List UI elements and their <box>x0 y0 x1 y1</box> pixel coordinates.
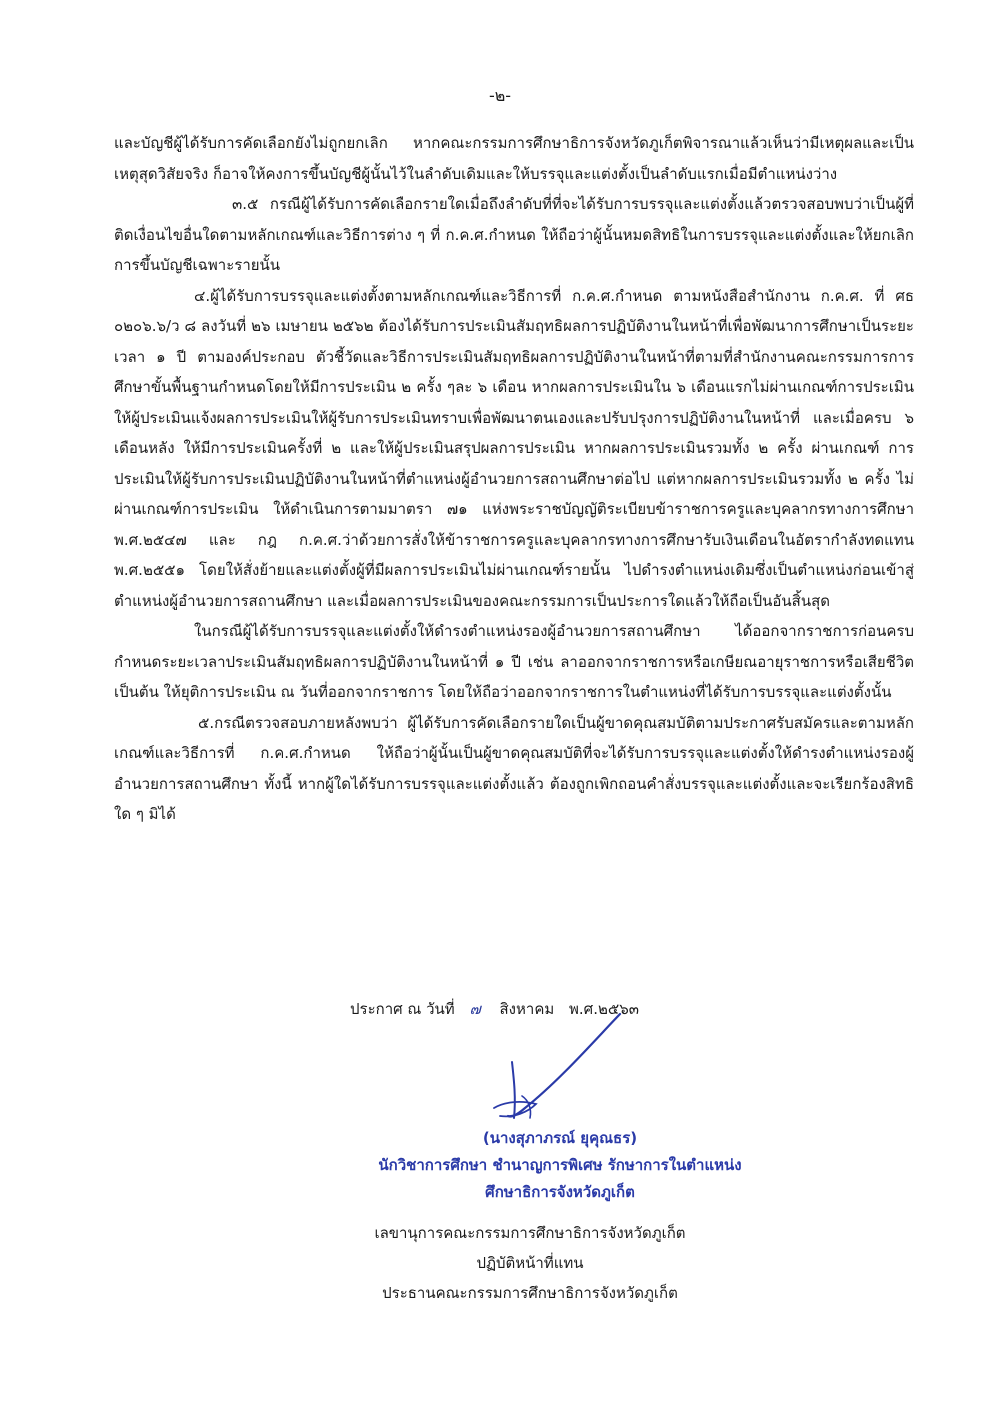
signer-name: (นางสุภาภรณ์ ยุคุณธร) <box>482 1129 638 1147</box>
body-text <box>114 128 914 830</box>
announcement-day: ๗ <box>469 1000 481 1018</box>
signer-role-chair: ประธานคณะกรรมการศึกษาธิการจังหวัดภูเก็ต <box>382 1284 678 1302</box>
announcement-month: สิงหาคม <box>499 1000 555 1018</box>
page-number: -๒- <box>488 86 512 105</box>
signer-role-secretary: เลขานุการคณะกรรมการศึกษาธิการจังหวัดภูเก็ต <box>374 1224 686 1242</box>
signer-position: นักวิชาการศึกษา ชำนาญการพิเศษ รักษาการในตำแหน่ง <box>378 1156 742 1174</box>
announcement-prefix: ประกาศ ณ วันที่ <box>350 1000 455 1018</box>
paragraph-4-note: ในกรณีผู้ได้รับการบรรจุและแต่งตั้งให้ดำรงตำแหน่งรองผู้อำนวยการสถานศึกษา ได้ออกจากราชการก่อนครบกำหนดระยะเวลาประเมินสัมฤทธิผลการปฏิบัติงานในหน้าที่ ๑ ปี เช่น ลาออกจากราชการหรือเกษียณอายุราชการหรือเสียชีวิต เป็นต้น ให้ยุติการประเมิน ณ วันที่ออกจากราชการ โดยให้ถือว่าออกจากราชการในตำแหน่งที่ได้รับการบรรจุและแต่งตั้งนั้น <box>114 622 914 701</box>
paragraph-4: ๔.ผู้ได้รับการบรรจุและแต่งตั้งตามหลักเกณฑ์และวิธีการที่ ก.ค.ศ.กำหนด ตามหนังสือสำนักงาน ก.ค.ศ. ที่ ศธ ๐๒๐๖.๖/ว ๘ ลงวันที่ ๒๖ เมษายน ๒๕๖๒ ต้องได้รับการประเมินสัมฤทธิผลการปฏิบัติงานในหน้าที่เพื่อพัฒนาการศึกษาเป็นระยะเวลา ๑ ปี ตามองค์ประกอบ ตัวชี้วัดและวิธีการประเมินสัมฤทธิผลการปฏิบัติงานในหน้าที่ตามที่สำนักงานคณะกรรมการการศึกษาขั้นพื้นฐานกำหนดโดยให้มีการประเมิน ๒ ครั้ง ๆละ ๖ เดือน หากผลการประเมินใน ๖ เดือนแรกไม่ผ่านเกณฑ์การประเมิน ให้ผู้ประเมินแจ้งผลการประเมินให้ผู้รับการประเมินทราบเพื่อพัฒนาตนเองและปรับปรุงการปฏิบัติงานในหน้าที่ และเมื่อครบ ๖ เดือนหลัง ให้มีการประเมินครั้งที่ ๒ และให้ผู้ประเมินสรุปผลการประเมิน หากผลการประเมินรวมทั้ง ๒ ครั้ง ผ่านเกณฑ์ การประเมินให้ผู้รับการประเมินปฏิบัติงานในหน้าที่ตำแหน่งผู้อำนวยการสถานศึกษาต่อไป แต่หากผลการประเมินรวมทั้ง ๒ ครั้ง ไม่ผ่านเกณฑ์การประเมิน ให้ดำเนินการตามมาตรา ๗๑ แห่งพระราชบัญญัติระเบียบข้าราชการครูและบุคลากรทางการศึกษา พ.ศ.๒๕๔๗ และ กฎ ก.ค.ศ.ว่าด้วยการสั่งให้ข้าราชการครูและบุคลากรทางการศึกษารับเงินเดือนในอัตรากำลังทดแทน พ.ศ.๒๕๕๑ โดยให้สั่งย้ายและแต่งตั้งผู้ที่มีผลการประเมินไม่ผ่านเกณฑ์รายนั้น ไปดำรงตำแหน่งเดิมซึ่งเป็นตำแหน่งก่อนเข้าสู่ตำแหน่งผู้อำนวยการสถานศึกษา และเมื่อผลการประเมินของคณะกรรมการเป็นประการใดแล้วให้ถือเป็นอันสิ้นสุด <box>114 286 914 610</box>
paragraph-3-5: ๓.๕ กรณีผู้ได้รับการคัดเลือกรายใดเมื่อถึงลำดับที่ที่จะได้รับการบรรจุและแต่งตั้งแล้วตรวจสอบพบว่าเป็นผู้ที่ติดเงื่อนไขอื่นใดตามหลักเกณฑ์และวิธีการต่าง ๆ ที่ ก.ค.ศ.กำหนด ให้ถือว่าผู้นั้นหมดสิทธิในการบรรจุและแต่งตั้งและให้ยกเลิกการขึ้นบัญชีเฉพาะรายนั้น <box>114 195 914 274</box>
signature-icon <box>470 1000 650 1130</box>
paragraph-5: ๕.กรณีตรวจสอบภายหลังพบว่า ผู้ได้รับการคัดเลือกรายใดเป็นผู้ขาดคุณสมบัติตามประกาศรับสมัครและตามหลักเกณฑ์และวิธีการที่ ก.ค.ศ.กำหนด ให้ถือว่าผู้นั้นเป็นผู้ขาดคุณสมบัติที่จะได้รับการบรรจุและแต่งตั้งให้ดำรงตำแหน่งรองผู้อำนวยการสถานศึกษา ทั้งนี้ หากผู้ใดได้รับการบรรจุและแต่งตั้งแล้ว ต้องถูกเพิกถอนคำสั่งบรรจุและแต่งตั้งและจะเรียกร้องสิทธิใด ๆ มิได้ <box>114 713 914 823</box>
paragraph-continuation: และบัญชีผู้ได้รับการคัดเลือกยังไม่ถูกยกเลิก หากคณะกรรมการศึกษาธิการจังหวัดภูเก็ตพิจารณาแล้วเห็นว่ามีเหตุผลและเป็นเหตุสุดวิสัยจริง ก็อาจให้คงการขึ้นบัญชีผู้นั้นไว้ในลำดับเดิมและให้บรรจุและแต่งตั้งเป็นลำดับแรกเมื่อมีตำแหน่งว่าง <box>114 134 914 183</box>
signer-position-office: ศึกษาธิการจังหวัดภูเก็ต <box>485 1183 635 1201</box>
signer-role-acting: ปฏิบัติหน้าที่แทน <box>476 1254 584 1272</box>
announcement-year: พ.ศ.๒๕๖๓ <box>569 1000 639 1018</box>
signer-block <box>300 1125 820 1206</box>
signer-role-block <box>300 1218 760 1308</box>
